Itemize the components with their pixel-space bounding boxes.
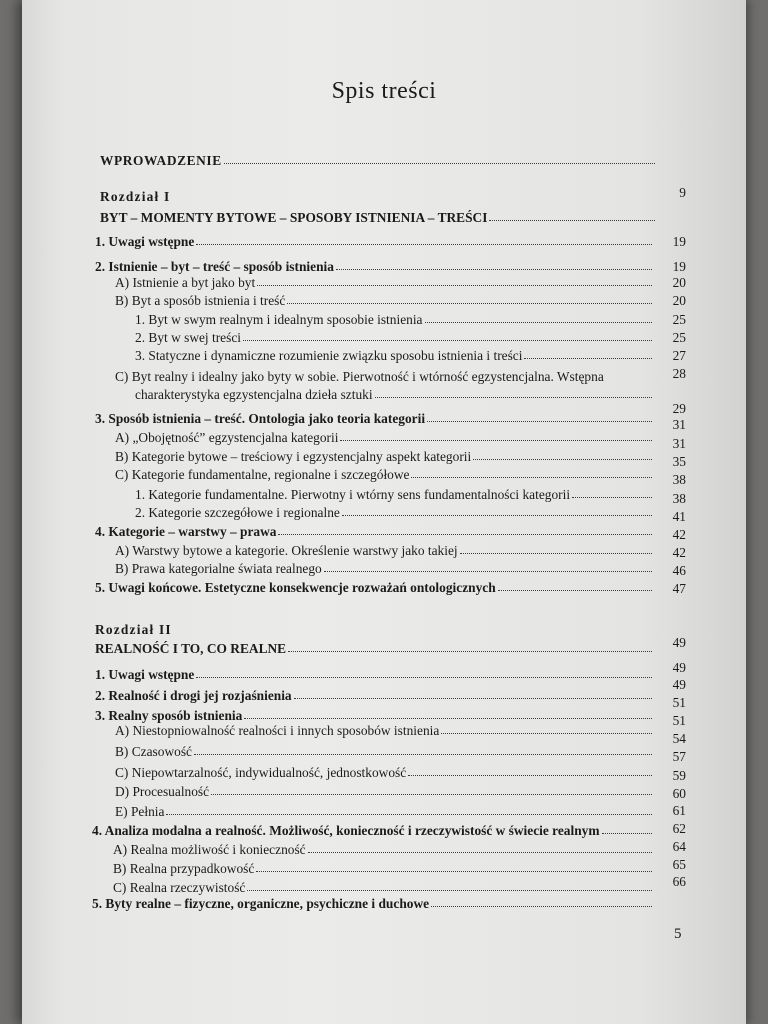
toc-entry-label: 1. Uwagi wstępne: [95, 667, 195, 682]
toc-entry-page: 62: [672, 821, 686, 836]
toc-entry-page: 31: [672, 417, 686, 432]
toc-entry-page: 31: [672, 436, 686, 451]
toc-entry-label: B) Czasowość: [115, 744, 192, 759]
toc-entry-page: 51: [672, 695, 686, 710]
toc-entry-label: 1. Byt w swym realnym i idealnym sposobie istnienia: [135, 312, 423, 327]
toc-page-row: [0, 233, 768, 251]
toc-entry-label: 2. Istnienie – byt – treść – sposób istnienia: [95, 259, 334, 274]
toc-entry-label: charakterystyka egzystencjalna dzieła sztuki: [135, 387, 373, 402]
toc-entry-page: 25: [672, 330, 686, 345]
toc-entry-label: A) „Obojętność” egzystencjalna kategorii: [115, 430, 339, 445]
toc-entry-page: 49: [672, 677, 686, 692]
toc-entry-label: 2. Realność i drogi jej rozjaśnienia: [95, 688, 292, 703]
toc-entry-page: 61: [672, 803, 686, 818]
toc-entry-page: 27: [672, 348, 686, 363]
toc-entry: [0, 895, 768, 913]
toc-entry-label: B) Realna przypadkowość: [113, 861, 255, 876]
toc-entry-page: 65: [672, 857, 686, 872]
toc-entry-label: C) Niepowtarzalność, indywidualność, jednostkowość: [115, 765, 407, 780]
toc-entry-label: 4. Kategorie – warstwy – prawa: [95, 524, 277, 539]
toc-page-row: [0, 785, 768, 803]
toc-entry-label: 1. Uwagi wstępne: [95, 234, 195, 249]
toc-entry-label: 5. Uwagi końcowe. Estetyczne konsekwencje rozważań ontologicznych: [95, 580, 496, 595]
toc-entry-label: 2. Byt w swej treści: [135, 330, 241, 345]
toc-entry-page: 49: [672, 635, 686, 650]
toc-page-row: [0, 329, 768, 347]
toc-entry-label: E) Pełnia: [115, 804, 165, 819]
toc-entry-page: 29: [672, 401, 686, 416]
toc-entry-label: WPROWADZENIE: [100, 153, 222, 168]
page-number: 5: [674, 926, 682, 942]
toc-page-row: [0, 802, 768, 820]
toc-entry-label: A) Warstwy bytowe a kategorie. Określenie warstwy jako takiej: [115, 543, 458, 558]
toc-entry-page: 35: [672, 454, 686, 469]
toc-entry-page: 60: [672, 786, 686, 801]
toc-entry-page: 25: [672, 312, 686, 327]
toc-page-row: [0, 767, 768, 785]
toc-page-row: [0, 856, 768, 874]
toc-page-row: [0, 838, 768, 856]
toc-entry-label: REALNOŚĆ I TO, CO REALNE: [95, 641, 287, 656]
toc-page-row: [0, 562, 768, 580]
dot-leader: [375, 397, 652, 398]
toc-entry: [0, 188, 768, 206]
toc-page-row: [0, 748, 768, 766]
toc-page-row: [0, 659, 768, 677]
toc-entry-label: 5. Byty realne – fizyczne, organiczne, psychiczne i duchowe: [92, 896, 430, 911]
toc-entry-label: C) Kategorie fundamentalne, regionalne i szczegółowe: [115, 467, 410, 482]
dot-leader: [489, 220, 655, 221]
toc-entry-label: 3. Sposób istnienia – treść. Ontologia jako teoria kategorii: [95, 411, 426, 426]
toc-entry-label: D) Procesualność: [115, 784, 210, 799]
toc-entry-label: BYT – MOMENTY BYTOWE – SPOSOBY ISTNIENIA – TREŚCI: [100, 210, 488, 225]
toc-page-row: [0, 292, 768, 310]
toc-entry-page: 28: [672, 366, 686, 381]
toc-entry-label: Rozdział II: [95, 622, 172, 637]
toc-entry-page: 38: [672, 472, 686, 487]
toc-entry-page: 42: [672, 527, 686, 542]
toc-entry-page: 20: [672, 275, 686, 290]
toc-entry-label: B) Byt a sposób istnienia i treść: [115, 293, 286, 308]
toc-entry-page: 51: [672, 713, 686, 728]
toc-page-row: [0, 311, 768, 329]
toc-page-row: [0, 730, 768, 748]
toc-page-row: [0, 274, 768, 292]
toc-entry-page: 9: [679, 185, 686, 200]
toc-entry-label: A) Istnienie a byt jako byt: [115, 275, 256, 290]
toc-entry-label: A) Realna możliwość i konieczność: [113, 842, 306, 857]
toc-entry-label: C) Realna rzeczywistość: [113, 880, 246, 895]
toc-entry-label: 3. Statyczne i dynamiczne rozumienie związku sposobu istnienia i treści: [135, 348, 523, 363]
toc-entry-page: 46: [672, 563, 686, 578]
toc-entry: [0, 152, 768, 170]
toc-entry-label: 3. Realny sposób istnienia: [95, 708, 243, 723]
toc-entry-page: 57: [672, 749, 686, 764]
dot-leader: [431, 906, 652, 907]
toc-entry-page: 47: [672, 581, 686, 596]
page-title: Spis treści: [331, 78, 437, 104]
toc-entry-page: 38: [672, 491, 686, 506]
toc-entry-page: 20: [672, 293, 686, 308]
toc-page-row: [0, 694, 768, 712]
toc-page-row: [0, 634, 768, 652]
toc-entry-page: 66: [672, 874, 686, 889]
toc-entry-page: 19: [672, 234, 686, 249]
toc-entry-label: B) Kategorie bytowe – treściowy i egzystencjalny aspekt kategorii: [115, 449, 472, 464]
toc-entry-label: 1. Kategorie fundamentalne. Pierwotny i wtórny sens fundamentalności kategorii: [135, 487, 571, 502]
toc-page-row: [0, 365, 768, 383]
toc-entry-label: 2. Kategorie szczegółowe i regionalne: [135, 505, 340, 520]
toc-entry-label: 4. Analiza modalna a realność. Możliwość, konieczność i rzeczywistość w świecie realnym: [92, 823, 600, 838]
dot-leader: [224, 163, 655, 164]
toc-entry-page: 54: [672, 731, 686, 746]
toc-page-row: [0, 580, 768, 598]
toc-entry-label: B) Prawa kategorialne świata realnego: [115, 561, 322, 576]
toc-page-row: [0, 347, 768, 365]
toc-page-row: [0, 712, 768, 730]
toc-entry-label: C) Byt realny i idealny jako byty w sobie. Pierwotność i wtórność egzystencjalna. Wstępna: [115, 369, 604, 384]
toc-entry-page: 59: [672, 768, 686, 783]
toc-entry: [0, 209, 768, 227]
toc-entry-label: A) Niestopniowalność realności i innych sposobów istnienia: [115, 723, 440, 738]
toc-page-row: [0, 676, 768, 694]
toc-entry-page: 42: [672, 545, 686, 560]
toc-entry-label: Rozdział I: [100, 189, 171, 204]
toc-entry-page: 49: [672, 660, 686, 675]
toc-page-row: [0, 873, 768, 891]
toc-entry-page: 41: [672, 509, 686, 524]
toc-entry-page: 64: [672, 839, 686, 854]
toc-entry-page: 19: [672, 259, 686, 274]
toc-page-row: [0, 820, 768, 838]
